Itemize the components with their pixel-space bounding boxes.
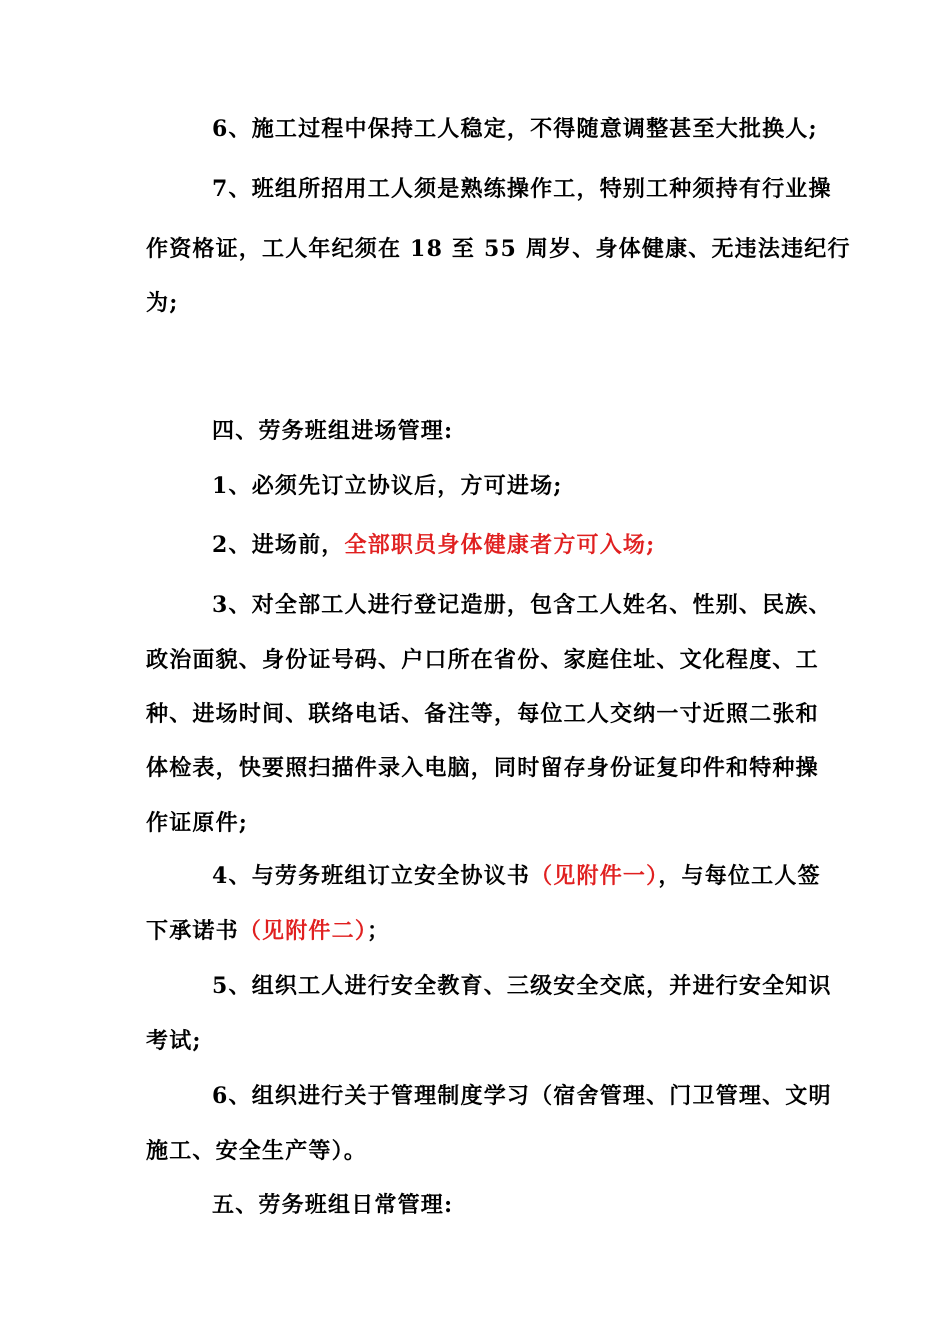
section-4-heading: 四、劳务班组进场管理: (212, 418, 454, 444)
item-2-highlight: 全部职员身体健康者方可入场; (344, 532, 656, 558)
section-4-item-4-line-2 (146, 916, 826, 946)
section-4-item-5-line-1: 5、组织工人进行安全教育、三级安全交底，并进行安全知识 (212, 973, 832, 999)
item-4-prefix: 4、与劳务班组订立安全协议书 (212, 863, 531, 889)
section-4-item-3-line-2: 政治面貌、身份证号码、户口所在省份、家庭住址、文化程度、工 (146, 647, 819, 673)
item-7-line-2: 作资格证，工人年纪须在 18 至 55 周岁、身体健康、无违法违纪行 (146, 236, 851, 262)
section-4-item-3-line-3: 种、进场时间、联络电话、备注等，每位工人交纳一寸近照二张和 (146, 701, 819, 727)
section-4-item-4-line-1 (212, 861, 826, 891)
item-4-attachment-1-ref: （见附件一） (530, 863, 659, 889)
section-5-heading: 五、劳务班组日常管理: (212, 1192, 454, 1218)
item-6-worker-stability: 6、施工过程中保持工人稳定，不得随意调整甚至大批换人; (212, 116, 818, 142)
section-4-item-6-line-1: 6、组织进行关于管理制度学习（宿舍管理、门卫管理、文明 (212, 1083, 832, 1109)
item-7-line-3: 为; (146, 290, 179, 316)
item-4-l2-suffix: ； (367, 918, 391, 944)
section-4-item-2 (212, 530, 826, 560)
section-4-item-6-line-2: 施工、安全生产等）。 (146, 1138, 368, 1164)
item-7-line-1: 7、班组所招用工人须是熟练操作工，特别工种须持有行业操 (212, 176, 832, 202)
item-4-suffix: ，与每位工人签 (658, 863, 821, 889)
section-4-item-3-line-4: 体检表，快要照扫描件录入电脑，同时留存身份证复印件和特种操 (146, 755, 819, 781)
item-4-attachment-2-ref: （见附件二） (238, 918, 368, 944)
section-4-item-1: 1、必须先订立协议后，方可进场; (212, 473, 563, 499)
item-2-prefix: 2、进场前， (212, 532, 345, 558)
section-4-item-3-line-1: 3、对全部工人进行登记造册，包含工人姓名、性别、民族、 (212, 592, 832, 618)
item-4-l2-prefix: 下承诺书 (146, 918, 239, 944)
section-4-item-3-line-5: 作证原件; (146, 810, 249, 836)
section-4-item-5-line-2: 考试; (146, 1028, 202, 1054)
